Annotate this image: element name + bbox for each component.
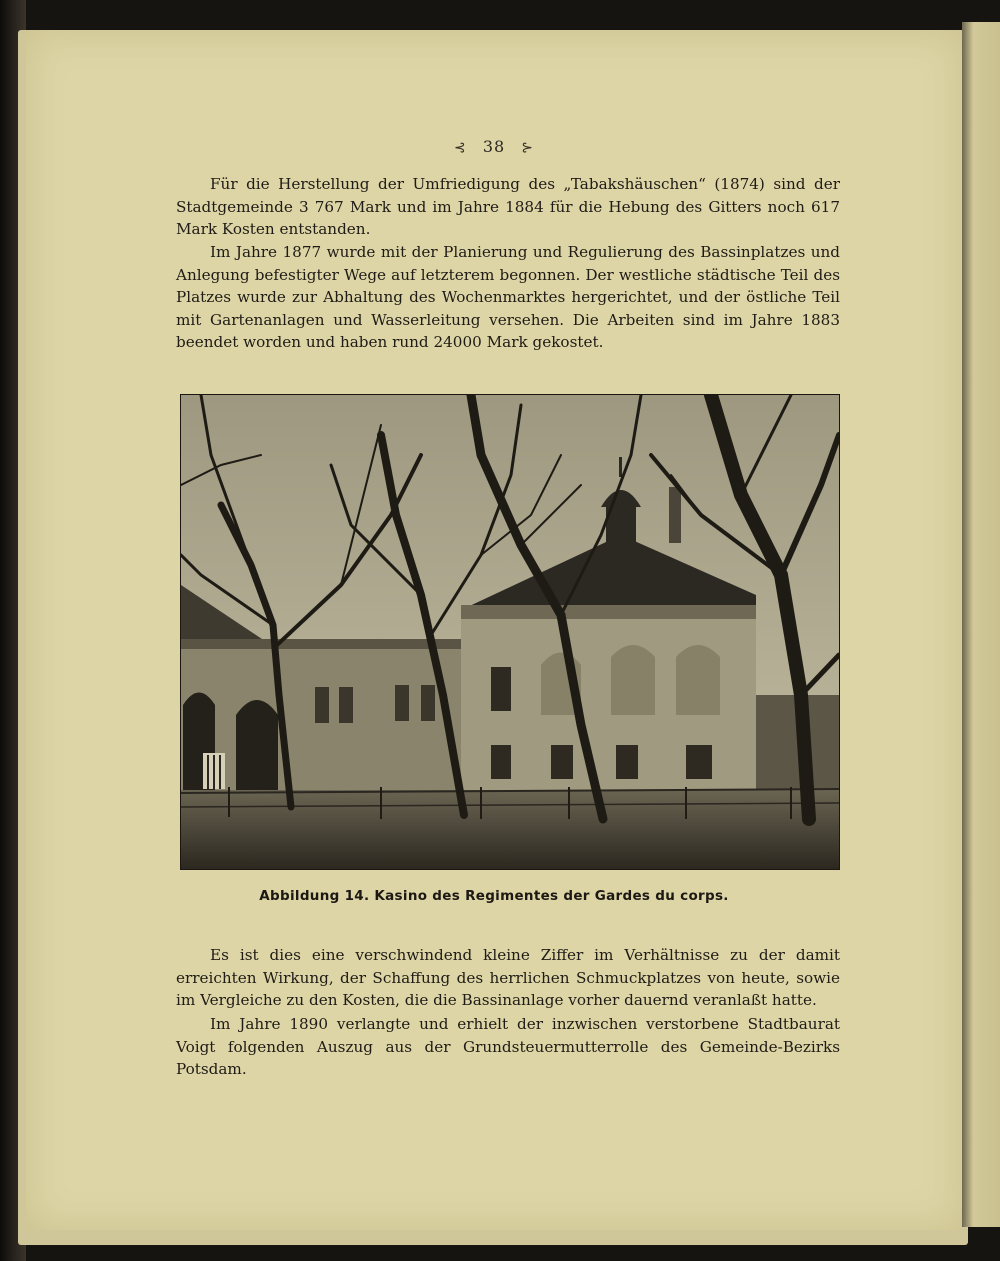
- photo-kasino: [180, 394, 840, 870]
- figure-caption: Abbildung 14. Kasino des Regimentes der Gardes du corps.: [259, 888, 729, 904]
- photo-kasino-illustration: [181, 395, 839, 869]
- paragraph-2: Im Jahre 1877 wurde mit der Planierung und Regulierung des Bassinplatzes und Anlegung befestigter Wege auf letzterem begonnen. Der westliche städtische Teil des Platzes wurde zur Abhaltung des Wochenmarktes hergerichtet, und der östliche Teil mit Gartenanlagen und Wasserleitung versehen. Die Arbeiten sind im Jahre 1883 beendet worden und haben rund 24000 Mark gekostet.: [176, 243, 840, 352]
- paragraph-1: Für die Herstellung der Umfriedigung des „Tabakshäuschen“ (1874) sind der Stadtgemeinde 3 767 Mark und im Jahre 1884 für die Hebung des Gitters noch 617 Mark Kosten entstanden.: [176, 175, 840, 239]
- page-number: 38: [482, 137, 506, 156]
- page-header: [26, 137, 962, 156]
- book-page: [26, 30, 962, 1230]
- paragraph-4: Im Jahre 1890 verlangte und erhielt der inzwischen verstorbene Stadtbaurat Voigt folgenden Auszug aus der Grundsteuermutterrolle des Gemeinde-Bezirks Potsdam.: [176, 1015, 840, 1079]
- next-page-edge: [962, 22, 1000, 1227]
- ornament-left-icon: ⊰: [453, 140, 467, 156]
- ornament-right-icon: ⊱: [521, 140, 534, 156]
- paragraph-3: Es ist dies eine verschwindend kleine Ziffer im Verhältnisse zu der damit erreichten Wirkung, der Schaffung des herrlichen Schmuckplatzes von heute, sowie im Vergleiche zu den Kosten, die die Bassinanlage vorher dauernd veranlaßt hatte.: [176, 946, 840, 1010]
